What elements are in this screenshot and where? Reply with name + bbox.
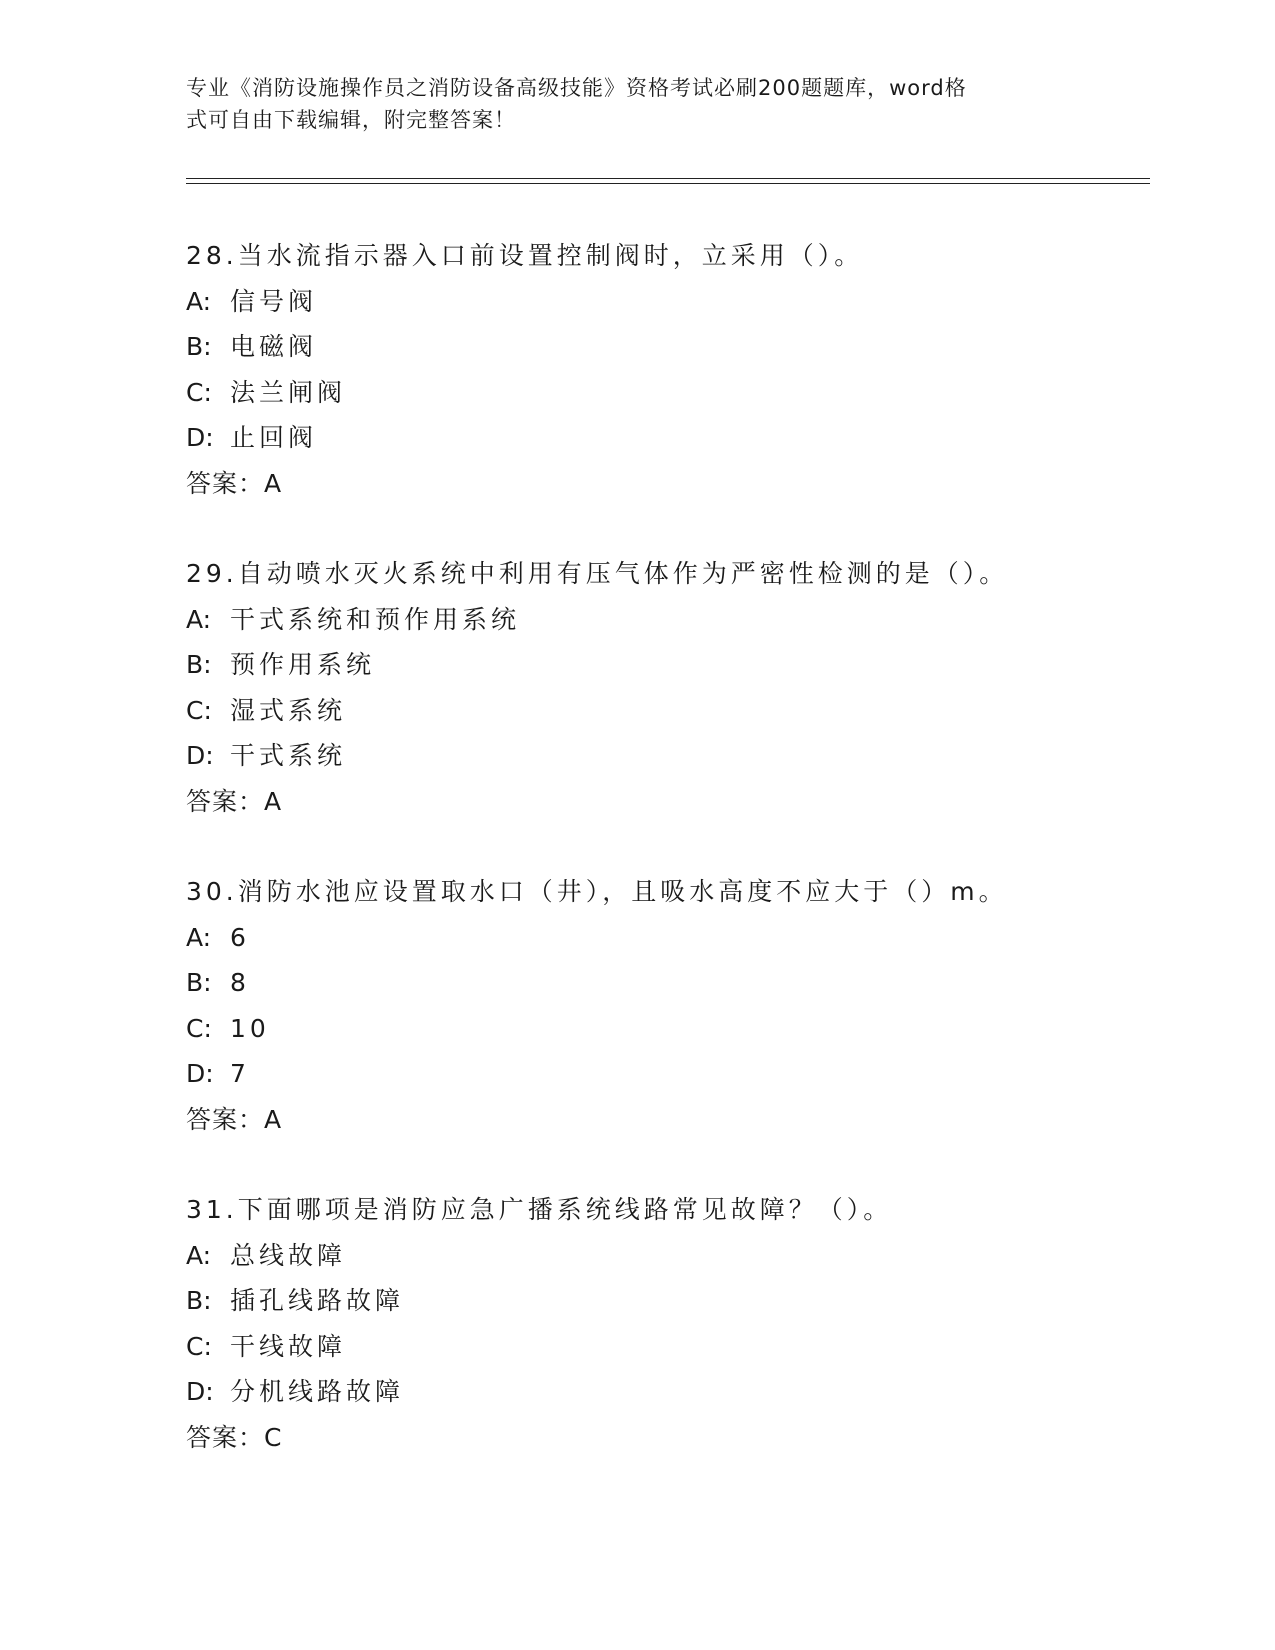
answer-line: 答案：C [186, 1422, 283, 1452]
option-letter: A: [186, 922, 212, 952]
option-letter: B: [186, 332, 212, 361]
option-b [186, 960, 1146, 1006]
option-text: 插孔线路故障 [230, 1286, 405, 1315]
answer-line: 答案：A [186, 786, 283, 816]
question-stem: 28.当水流指示器入口前设置控制阀时，立采用（）。 [186, 241, 864, 270]
header-line-2: 式可自由下载编辑，附完整答案！ [186, 108, 516, 132]
option-text: 湿式系统 [230, 695, 347, 725]
option-c [186, 688, 1146, 734]
option-text: 信号阀 [230, 286, 318, 316]
option-b [186, 1278, 1146, 1324]
option-text: 预作用系统 [230, 650, 376, 679]
answer-line: 答案：A [186, 1104, 283, 1134]
option-a [186, 597, 1146, 643]
option-text: 分机线路故障 [230, 1377, 405, 1406]
option-text: 电磁阀 [230, 332, 318, 361]
question-28 [186, 233, 1146, 506]
option-letter: A: [186, 286, 212, 316]
question-30 [186, 869, 1146, 1142]
option-c [186, 1006, 1146, 1052]
option-letter: C: [186, 1331, 212, 1361]
option-b [186, 642, 1146, 688]
question-29 [186, 551, 1146, 824]
option-text: 法兰闸阀 [230, 377, 347, 407]
option-text: 8 [230, 968, 250, 997]
header-divider-bottom [186, 183, 1150, 184]
option-letter: B: [186, 650, 212, 679]
question-stem: 31.下面哪项是消防应急广播系统线路常见故障？（）。 [186, 1195, 893, 1224]
option-text: 干线故障 [230, 1331, 347, 1361]
option-letter: D: [186, 1059, 214, 1088]
option-letter: A: [186, 1240, 212, 1270]
option-letter: C: [186, 1013, 212, 1043]
option-a [186, 279, 1146, 325]
question-stem: 29.自动喷水灭火系统中利用有压气体作为严密性检测的是（）。 [186, 559, 1009, 588]
document-header [186, 72, 1066, 136]
option-letter: C: [186, 377, 212, 407]
option-d [186, 415, 1146, 461]
option-letter: B: [186, 968, 212, 997]
option-a [186, 915, 1146, 961]
option-letter: C: [186, 695, 212, 725]
option-letter: D: [186, 741, 214, 770]
option-b [186, 324, 1146, 370]
option-d [186, 1051, 1146, 1097]
option-letter: D: [186, 1377, 214, 1406]
header-line-1: 专业《消防设施操作员之消防设备高级技能》资格考试必刷200题题库，word格 [186, 76, 967, 100]
option-d [186, 1369, 1146, 1415]
option-a [186, 1233, 1146, 1279]
question-stem: 30.消防水池应设置取水口（井），且吸水高度不应大于（）m。 [186, 877, 1008, 906]
option-c [186, 370, 1146, 416]
option-text: 止回阀 [230, 423, 318, 452]
question-31 [186, 1187, 1146, 1460]
option-text: 干式系统和预作用系统 [230, 604, 521, 634]
option-text: 干式系统 [230, 741, 347, 770]
option-c [186, 1324, 1146, 1370]
option-text: 10 [230, 1013, 270, 1043]
answer-line: 答案：A [186, 468, 283, 498]
option-letter: B: [186, 1286, 212, 1315]
option-d [186, 733, 1146, 779]
option-text: 7 [230, 1059, 250, 1088]
option-letter: D: [186, 423, 214, 452]
header-divider-top [186, 178, 1150, 179]
option-letter: A: [186, 604, 212, 634]
option-text: 总线故障 [230, 1240, 347, 1270]
option-text: 6 [230, 922, 250, 952]
